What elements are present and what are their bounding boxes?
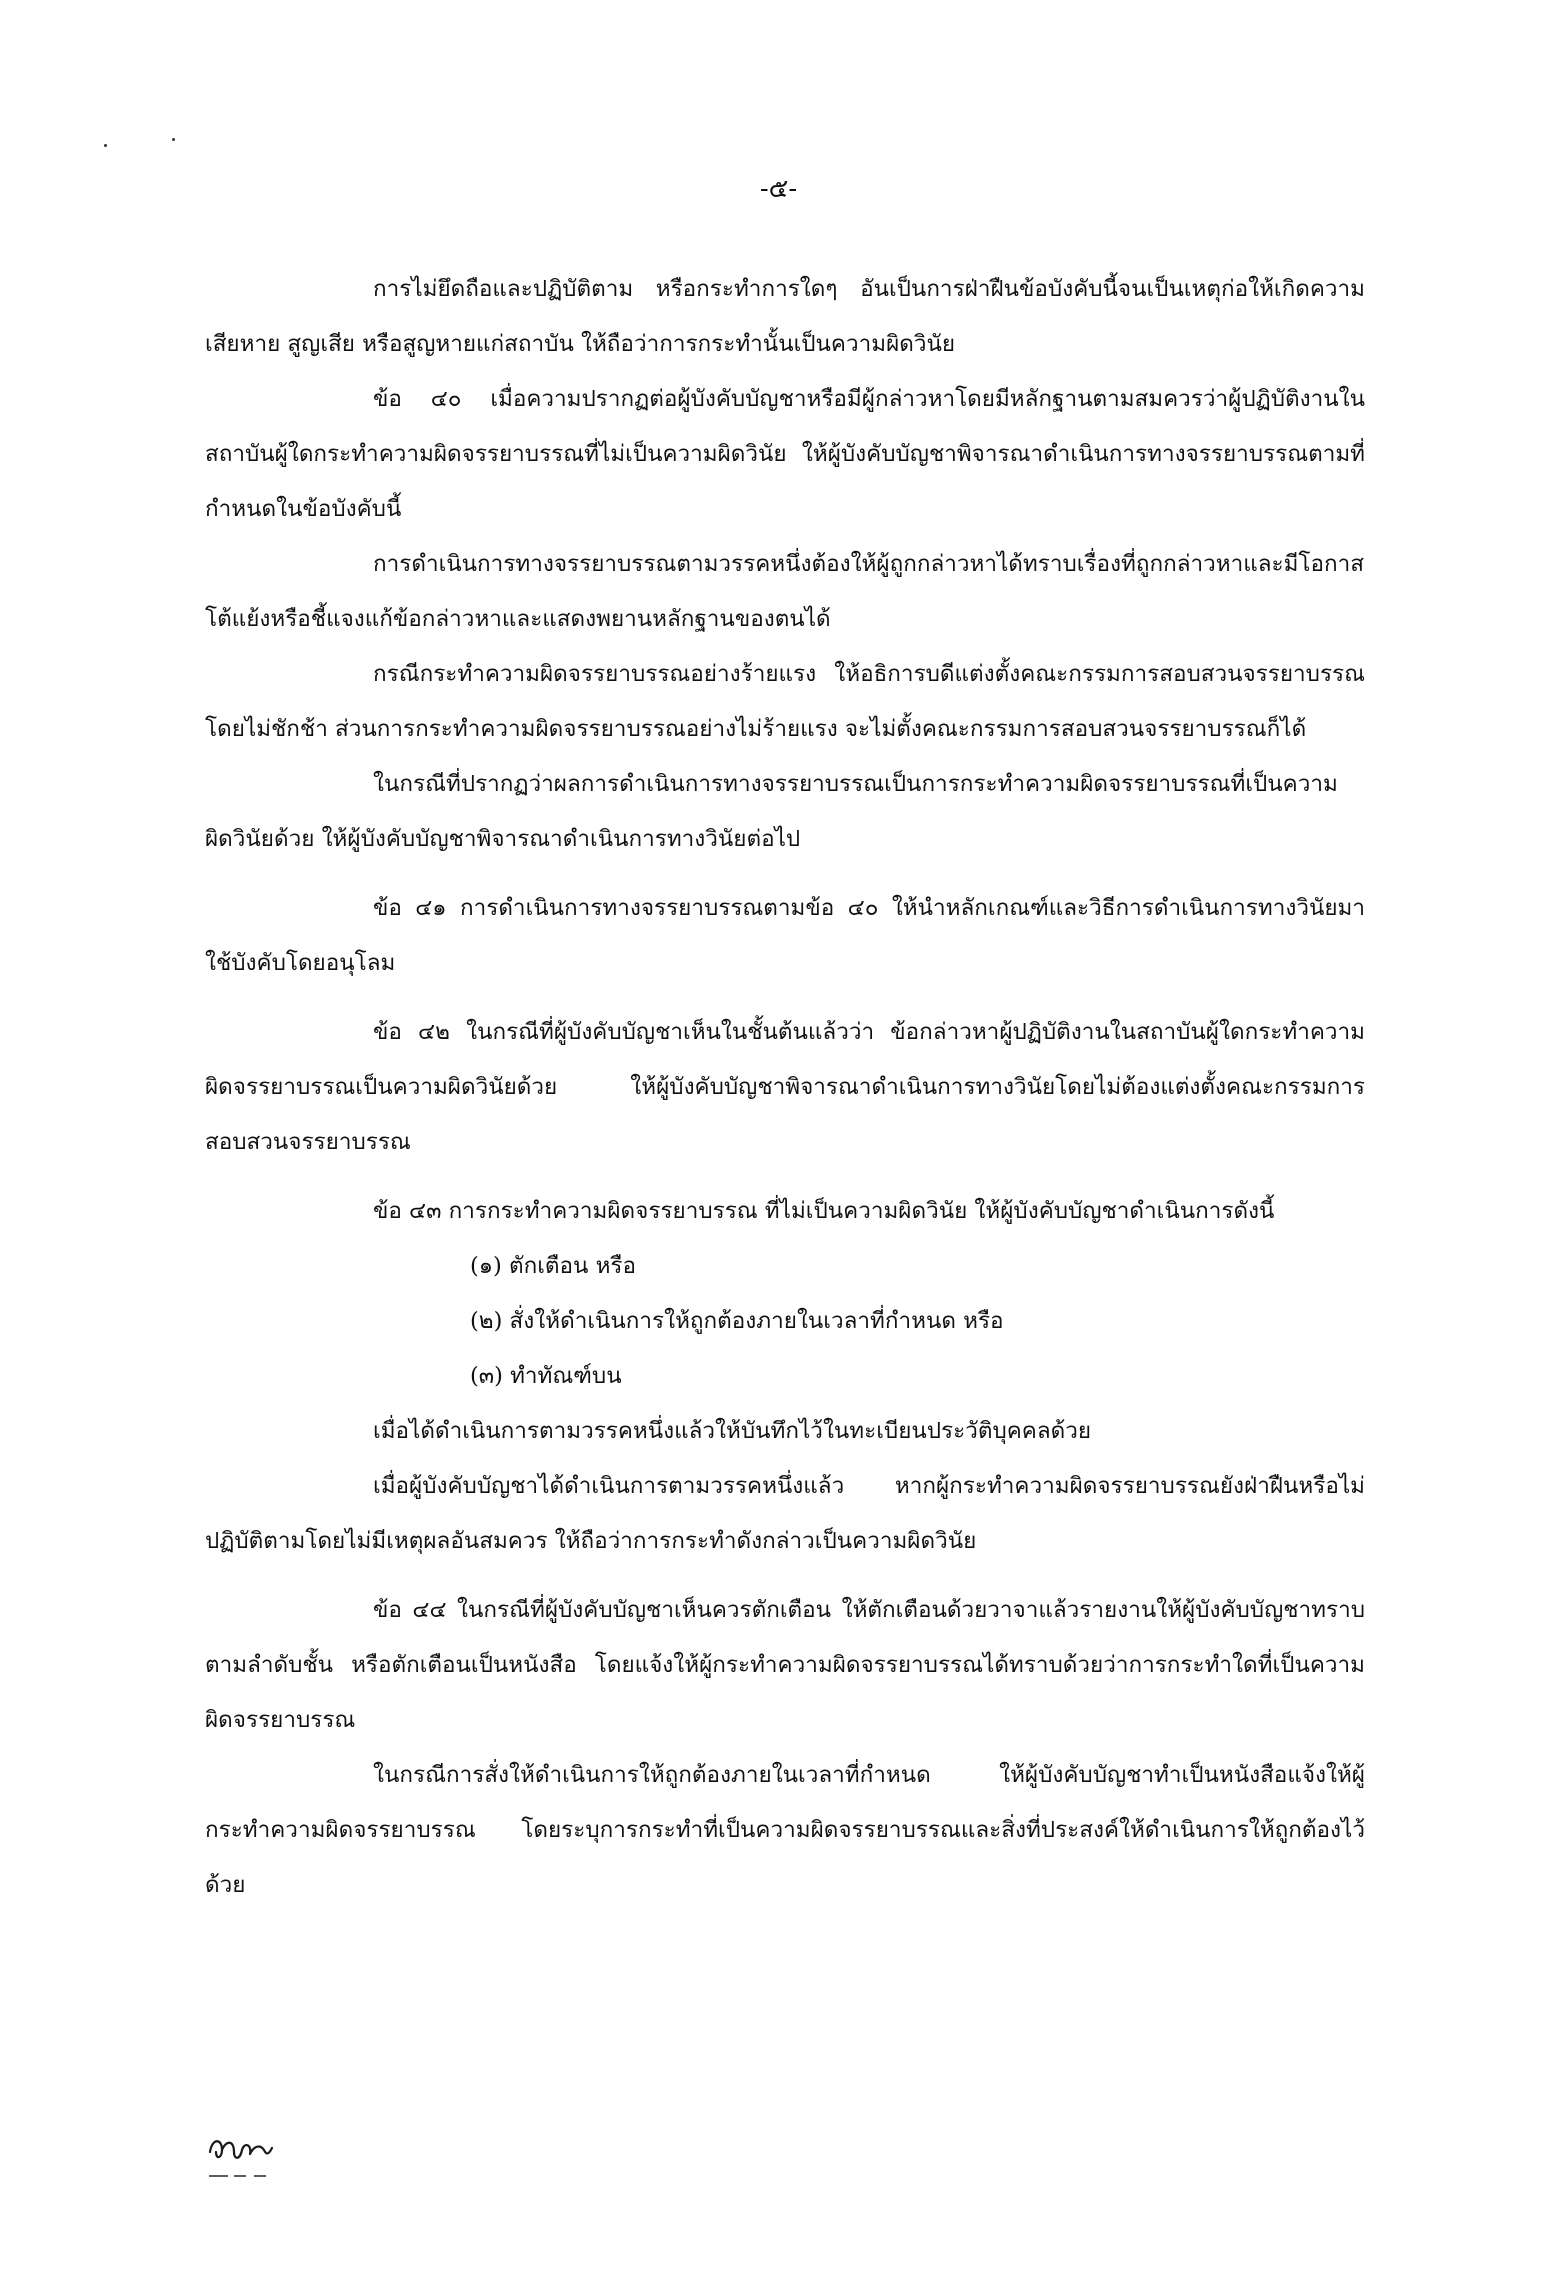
paragraph-clause-44: ข้อ ๔๔ ในกรณีที่ผู้บังคับบัญชาเห็นควรตักเตือน ให้ตักเตือนด้วยวาจาแล้วรายงานให้ผู้บังคับบัญชาทราบตามลำดับชั้น หรือตักเตือนเป็นหนังสือ โดยแจ้งให้ผู้กระทำความผิดจรรยาบรรณได้ทราบด้วยว่าการกระทำใดที่เป็นความผิดจรรยาบรรณ — [205, 1597, 1365, 1733]
scan-speck — [172, 138, 175, 141]
handwritten-initials — [206, 2130, 336, 2190]
document-body — [205, 262, 1365, 1913]
page-number: -๕- — [759, 174, 798, 204]
paragraph-clause-40-disciplinary: ในกรณีที่ปรากฏว่าผลการดำเนินการทางจรรยาบรรณเป็นการกระทำความผิดจรรยาบรรณที่เป็นความผิดวินัยด้วย ให้ผู้บังคับบัญชาพิจารณาดำเนินการทางวินัยต่อไป — [205, 771, 1338, 852]
scan-speck — [104, 144, 107, 147]
paragraph-clause-40: ข้อ ๔๐ เมื่อความปรากฏต่อผู้บังคับบัญชาหรือมีผู้กล่าวหาโดยมีหลักฐานตามสมควรว่าผู้ปฏิบัติงานในสถาบันผู้ใดกระทำความผิดจรรยาบรรณที่ไม่เป็นความผิดวินัย ให้ผู้บังคับบัญชาพิจารณาดำเนินการทางจรรยาบรรณตามที่กำหนดในข้อบังคับนี้ — [205, 386, 1365, 522]
paragraph-clause-40-serious: กรณีกระทำความผิดจรรยาบรรณอย่างร้ายแรง ให้อธิการบดีแต่งตั้งคณะกรรมการสอบสวนจรรยาบรรณโดยไม่ชักช้า ส่วนการกระทำความผิดจรรยาบรรณอย่างไม่ร้ายแรง จะไม่ตั้งคณะกรรมการสอบสวนจรรยาบรรณก็ได้ — [205, 661, 1365, 742]
list-item: (๒) สั่งให้ดำเนินการให้ถูกต้องภายในเวลาที่กำหนด หรือ — [470, 1308, 1004, 1334]
paragraph-clause-41: ข้อ ๔๑ การดำเนินการทางจรรยาบรรณตามข้อ ๔๐ ให้นำหลักเกณฑ์และวิธีการดำเนินการทางวินัยมาใช้บังคับโดยอนุโลม — [205, 895, 1365, 976]
paragraph-violation-consequence: การไม่ยึดถือและปฏิบัติตาม หรือกระทำการใดๆ อันเป็นการฝ่าฝืนข้อบังคับนี้จนเป็นเหตุก่อให้เกิดความเสียหาย สูญเสีย หรือสูญหายแก่สถาบัน ให้ถือว่าการกระทำนั้นเป็นความผิดวินัย — [205, 276, 1365, 357]
paragraph-clause-44-correction: ในกรณีการสั่งให้ดำเนินการให้ถูกต้องภายในเวลาที่กำหนด ให้ผู้บังคับบัญชาทำเป็นหนังสือแจ้งให้ผู้กระทำความผิดจรรยาบรรณ โดยระบุการกระทำที่เป็นความผิดจรรยาบรรณและสิ่งที่ประสงค์ให้ดำเนินการให้ถูกต้องไว้ด้วย — [205, 1762, 1365, 1898]
list-item: (๓) ทำทัณฑ์บน — [470, 1363, 622, 1389]
list-item: (๑) ตักเตือน หรือ — [470, 1253, 637, 1279]
penalty-list — [470, 1239, 1365, 1404]
paragraph-clause-43: ข้อ ๔๓ การกระทำความผิดจรรยาบรรณ ที่ไม่เป็นความผิดวินัย ให้ผู้บังคับบัญชาดำเนินการดังนี้ — [373, 1198, 1275, 1224]
paragraph-record: เมื่อได้ดำเนินการตามวรรคหนึ่งแล้วให้บันทึกไว้ในทะเบียนประวัติบุคคลด้วย — [373, 1418, 1092, 1444]
paragraph-clause-40-hearing: การดำเนินการทางจรรยาบรรณตามวรรคหนึ่งต้องให้ผู้ถูกกล่าวหาได้ทราบเรื่องที่ถูกกล่าวหาและมีโอกาสโต้แย้งหรือชี้แจงแก้ข้อกล่าวหาและแสดงพยานหลักฐานของตนได้ — [205, 551, 1365, 632]
paragraph-repeat-offense: เมื่อผู้บังคับบัญชาได้ดำเนินการตามวรรคหนึ่งแล้ว หากผู้กระทำความผิดจรรยาบรรณยังฝ่าฝืนหรือไม่ปฏิบัติตามโดยไม่มีเหตุผลอันสมควร ให้ถือว่าการกระทำดังกล่าวเป็นความผิดวินัย — [205, 1473, 1365, 1554]
paragraph-clause-42: ข้อ ๔๒ ในกรณีที่ผู้บังคับบัญชาเห็นในชั้นต้นแล้วว่า ข้อกล่าวหาผู้ปฏิบัติงานในสถาบันผู้ใดกระทำความผิดจรรยาบรรณเป็นความผิดวินัยด้วย ให้ผู้บังคับบัญชาพิจารณาดำเนินการทางวินัยโดยไม่ต้องแต่งตั้งคณะกรรมการสอบสวนจรรยาบรรณ — [205, 1019, 1365, 1155]
